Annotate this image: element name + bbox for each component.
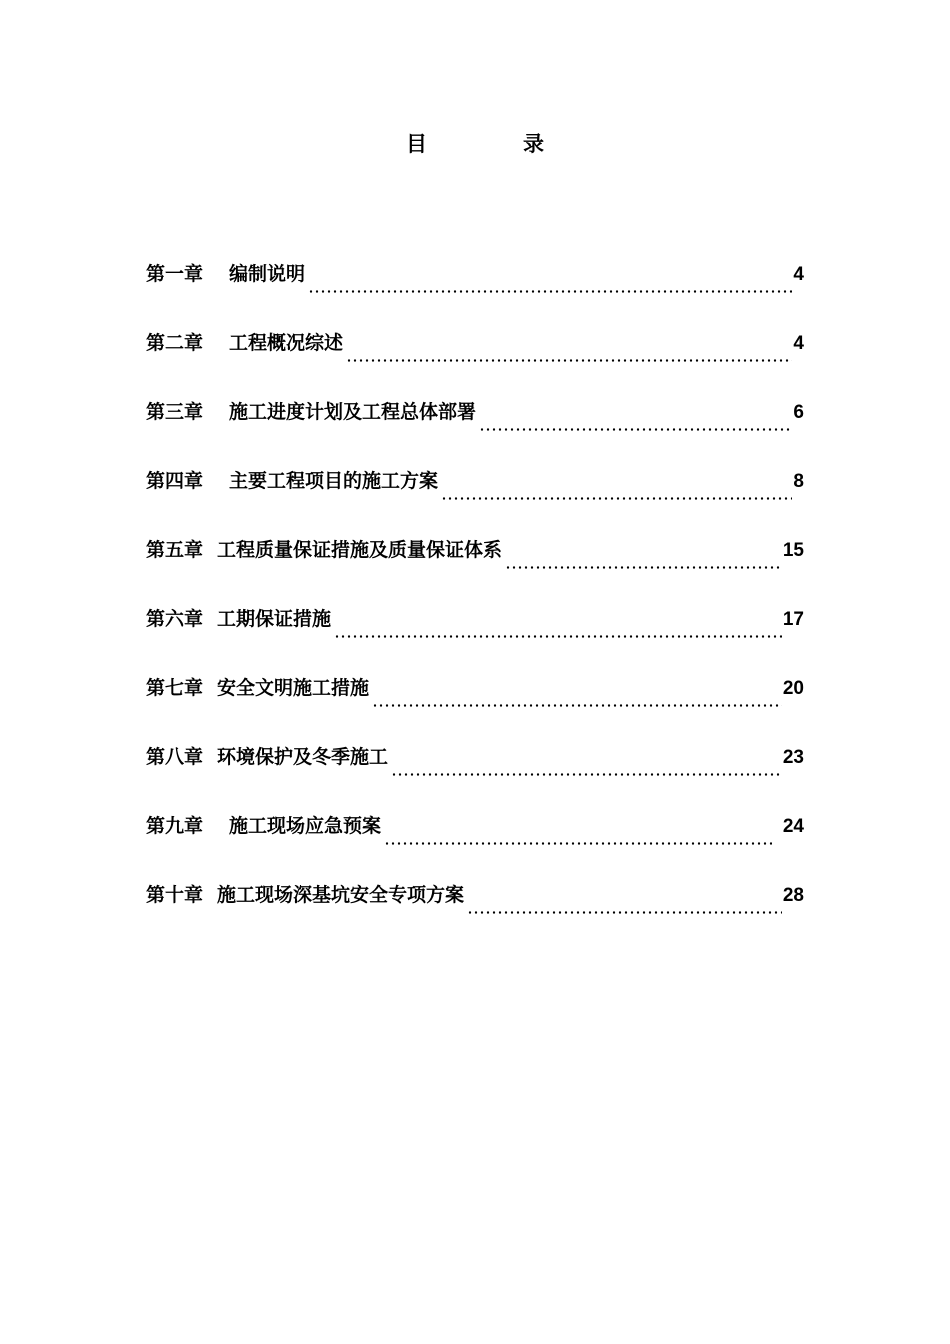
toc-dot-leader [439,482,792,506]
toc-chapter-number: 第九章 [146,815,204,837]
toc-entry[interactable] [146,252,804,321]
toc-title [0,128,950,158]
toc-title-char-1: 目 [406,131,427,156]
toc-entry[interactable] [146,804,804,873]
toc-chapter-title: 施工现场深基坑安全专项方案 [217,884,465,906]
toc-dot-leader [332,620,782,644]
toc-page-number: 20 [782,678,804,699]
toc-entry[interactable] [146,735,804,804]
toc-page-number: 17 [782,609,804,630]
toc-entry[interactable] [146,459,804,528]
toc-entry[interactable] [146,873,804,942]
toc-chapter-number: 第八章 [146,746,204,768]
toc-chapter-number: 第四章 [146,470,204,492]
toc-chapter-title: 编制说明 [229,263,306,285]
toc-chapter-title: 安全文明施工措施 [217,677,370,699]
toc-chapter-title: 工程质量保证措施及质量保证体系 [217,539,503,561]
toc-page-number: 15 [782,540,804,561]
toc-title-char-2: 录 [523,131,544,156]
toc-page-number: 6 [793,402,804,423]
toc-dot-leader [503,551,782,575]
toc-entry[interactable] [146,390,804,459]
toc-page-number: 24 [782,816,804,837]
toc-dot-leader [306,275,792,299]
toc-page-number: 4 [793,333,804,354]
toc-chapter-title: 工程概况综述 [229,332,344,354]
toc-chapter-title: 施工进度计划及工程总体部署 [229,401,477,423]
toc-chapter-number: 第一章 [146,263,204,285]
toc-chapter-number: 第三章 [146,401,204,423]
toc-dot-leader [389,758,782,782]
toc-entry[interactable] [146,321,804,390]
toc-chapter-title: 施工现场应急预案 [229,815,382,837]
toc-chapter-number: 第六章 [146,608,204,630]
toc-page-number: 23 [782,747,804,768]
toc-entry[interactable] [146,528,804,597]
toc-chapter-title: 环境保护及冬季施工 [217,746,389,768]
toc-entry[interactable] [146,666,804,735]
toc-chapter-title: 工期保证措施 [217,608,332,630]
toc-dot-leader [477,413,792,437]
toc-page-number: 4 [793,264,804,285]
toc-page-number: 28 [782,885,804,906]
toc-chapter-number: 第五章 [146,539,204,561]
toc-dot-leader [370,689,782,713]
toc-chapter-number: 第二章 [146,332,204,354]
toc-chapter-number: 第七章 [146,677,204,699]
toc-chapter-title: 主要工程项目的施工方案 [229,470,439,492]
toc-dot-leader [344,344,792,368]
toc-dot-leader [382,827,772,851]
toc-dot-leader [465,896,782,920]
toc-list [146,252,804,942]
toc-entry[interactable] [146,597,804,666]
toc-chapter-number: 第十章 [146,884,204,906]
toc-page-number: 8 [793,471,804,492]
